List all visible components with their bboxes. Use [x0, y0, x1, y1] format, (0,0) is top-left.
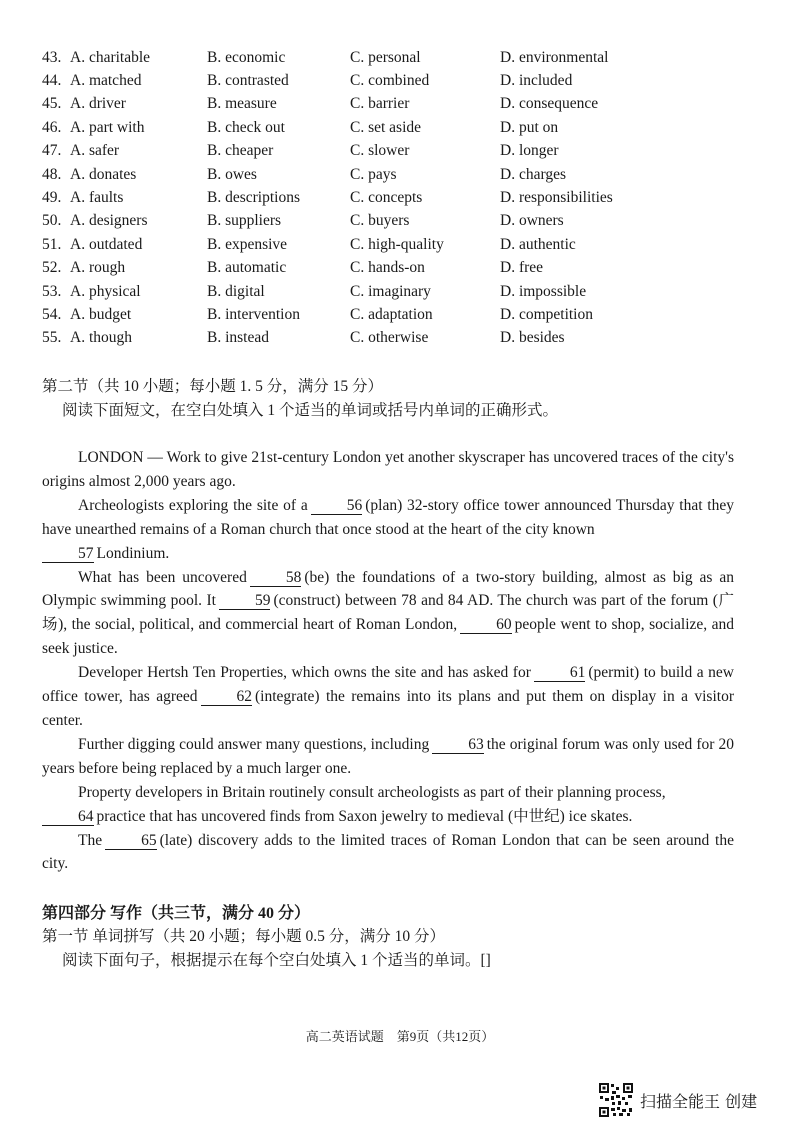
section-2-title: 第二节（共 10 小题；每小题 1. 5 分，满分 15 分） [42, 378, 384, 395]
paragraph-7 [42, 829, 734, 877]
choice-row [42, 93, 762, 116]
option-d: D. competition [500, 305, 593, 323]
option-a: A. physical [70, 282, 141, 300]
choice-row [42, 116, 762, 139]
option-a: A. donates [70, 165, 137, 183]
option-c: C. set aside [350, 118, 422, 136]
option-d: D. environmental [500, 48, 609, 66]
option-c: C. high-quality [350, 235, 444, 253]
option-b: B. expensive [207, 235, 288, 253]
option-b: B. digital [207, 282, 265, 300]
text-segment: people went to shop, socialize, and seek justice. [42, 616, 734, 658]
option-d: D. longer [500, 142, 559, 160]
part-4-subsection: 第一节 单词拼写（共 20 小题；每小题 0.5 分，满分 10 分） [42, 928, 446, 945]
choice-row [42, 233, 762, 256]
choice-row [42, 186, 762, 209]
option-b: B. cheaper [207, 142, 274, 160]
question-number: 43. [42, 48, 62, 66]
scanner-watermark [598, 1082, 757, 1118]
option-b: B. owes [207, 165, 257, 183]
option-c: C. barrier [350, 95, 410, 113]
text-segment: The [78, 831, 103, 849]
question-number: 44. [42, 72, 62, 90]
paragraph-3 [42, 566, 734, 662]
option-b: B. instead [207, 329, 269, 347]
option-c: C. buyers [350, 212, 410, 230]
option-d: D. authentic [500, 235, 576, 253]
option-a: A. though [70, 329, 132, 347]
text-segment: (plan) 32-story office tower announced Thursday that they have unearthed remains of a Roman church that once stood at the heart of the city known [42, 496, 734, 538]
option-a: A. rough [70, 259, 126, 277]
text-segment: Londinium. [96, 544, 170, 562]
option-b: B. suppliers [207, 212, 282, 230]
paragraph-1: LONDON — Work to give 21st-century London yet another skyscraper has uncovered traces of the city's origins almost 2,000 years ago. [42, 449, 734, 490]
option-c: C. otherwise [350, 329, 429, 347]
page-footer: 高二英语试题 第9页（共12页） [305, 1029, 495, 1044]
choice-row [42, 140, 762, 163]
choice-row [42, 257, 762, 280]
option-b: B. descriptions [207, 189, 300, 207]
option-a: A. charitable [70, 48, 151, 66]
blank-57: 57 [42, 546, 94, 563]
text-segment: Property developers in Britain routinely consult archeologists as part of their planning process, [78, 783, 666, 801]
option-a: A. outdated [70, 235, 143, 253]
option-b: B. automatic [207, 259, 287, 277]
question-number: 55. [42, 329, 62, 347]
option-d: D. consequence [500, 95, 599, 113]
option-a: A. part with [70, 118, 145, 136]
part-4-title: 第四部分 写作（共三节，满分 40 分） [42, 905, 311, 922]
question-number: 51. [42, 235, 62, 253]
blank-64: 64 [42, 809, 94, 826]
question-number: 49. [42, 189, 62, 207]
text-segment: Developer Hertsh Ten Properties, which owns the site and has asked for [78, 664, 531, 682]
blank-62: 62 [201, 689, 253, 706]
option-d: D. free [500, 259, 544, 277]
question-number: 46. [42, 118, 62, 136]
text-segment: What has been uncovered [78, 568, 247, 586]
option-a: A. designers [70, 212, 148, 230]
text-segment: (late) discovery adds to the limited traces of Roman London that can be seen around the city. [42, 831, 734, 873]
text-segment: the original forum was only used for 20 years before being replaced by a much larger one. [42, 735, 734, 777]
reading-passage [42, 446, 734, 876]
paragraph-4 [42, 661, 734, 733]
question-number: 45. [42, 95, 62, 113]
option-b: B. check out [207, 118, 285, 136]
option-c: C. personal [350, 48, 421, 66]
option-c: C. concepts [350, 189, 423, 207]
choice-row [42, 46, 762, 69]
option-b: B. economic [207, 48, 286, 66]
paragraph-6 [42, 781, 734, 829]
blank-60: 60 [460, 617, 512, 634]
watermark-text: 扫描全能王 创建 [640, 1091, 758, 1111]
option-a: A. driver [70, 95, 126, 113]
choice-row [42, 69, 762, 92]
blank-63: 63 [432, 737, 484, 754]
option-c: C. pays [350, 165, 397, 183]
option-b: B. intervention [207, 305, 300, 323]
blank-58: 58 [250, 570, 302, 587]
section-2-instruction: 阅读下面短文，在空白处填入 1 个适当的单词或括号内单词的正确形式。 [62, 402, 559, 419]
option-d: D. impossible [500, 282, 587, 300]
option-d: D. besides [500, 329, 565, 347]
choice-row [42, 327, 762, 350]
option-d: D. owners [500, 212, 564, 230]
question-number: 47. [42, 142, 62, 160]
question-number: 54. [42, 305, 62, 323]
choice-row [42, 303, 762, 326]
question-number: 50. [42, 212, 62, 230]
option-c: C. combined [350, 72, 430, 90]
option-a: A. matched [70, 72, 142, 90]
text-segment: (permit) to build a new office tower, has agreed [42, 664, 735, 706]
blank-56: 56 [311, 498, 363, 515]
choice-row [42, 280, 762, 303]
answer-choices [42, 46, 762, 350]
text-segment: Archeologists exploring the site of a [78, 496, 308, 514]
option-c: C. imaginary [350, 282, 431, 300]
option-d: D. included [500, 72, 573, 90]
text-segment: (construct) between 78 and 84 AD. The church was part of the forum (广场), the social, political, and commercial heart of Roman London, [42, 592, 735, 634]
option-c: C. hands-on [350, 259, 425, 277]
option-d: D. put on [500, 118, 559, 136]
blank-59: 59 [219, 593, 271, 610]
part-4-instruction: 阅读下面句子，根据提示在每个空白处填入 1 个适当的单词。[] [62, 952, 491, 969]
option-c: C. slower [350, 142, 410, 160]
blank-61: 61 [534, 665, 586, 682]
blank-65: 65 [105, 833, 157, 850]
text-segment: Further digging could answer many questions, including [78, 735, 430, 753]
text-segment: practice that has uncovered finds from Saxon jewelry to medieval (中世纪) ice skates. [96, 807, 633, 825]
question-number: 53. [42, 282, 62, 300]
option-d: D. charges [500, 165, 566, 183]
option-a: A. budget [70, 305, 132, 323]
option-d: D. responsibilities [500, 189, 613, 207]
paragraph-2 [42, 494, 734, 566]
text-segment: (be) the foundations of a two-story building, almost as big as an Olympic swimming pool. It [42, 568, 734, 610]
text-segment: (integrate) the remains into its plans and put them on display in a visitor center. [42, 688, 734, 729]
option-a: A. safer [70, 142, 120, 160]
qr-code-icon [598, 1082, 634, 1118]
question-number: 52. [42, 259, 62, 277]
option-a: A. faults [70, 189, 124, 207]
question-number: 48. [42, 165, 62, 183]
option-b: B. contrasted [207, 72, 289, 90]
option-c: C. adaptation [350, 305, 433, 323]
choice-row [42, 210, 762, 233]
choice-row [42, 163, 762, 186]
option-b: B. measure [207, 95, 277, 113]
paragraph-5 [42, 733, 734, 781]
